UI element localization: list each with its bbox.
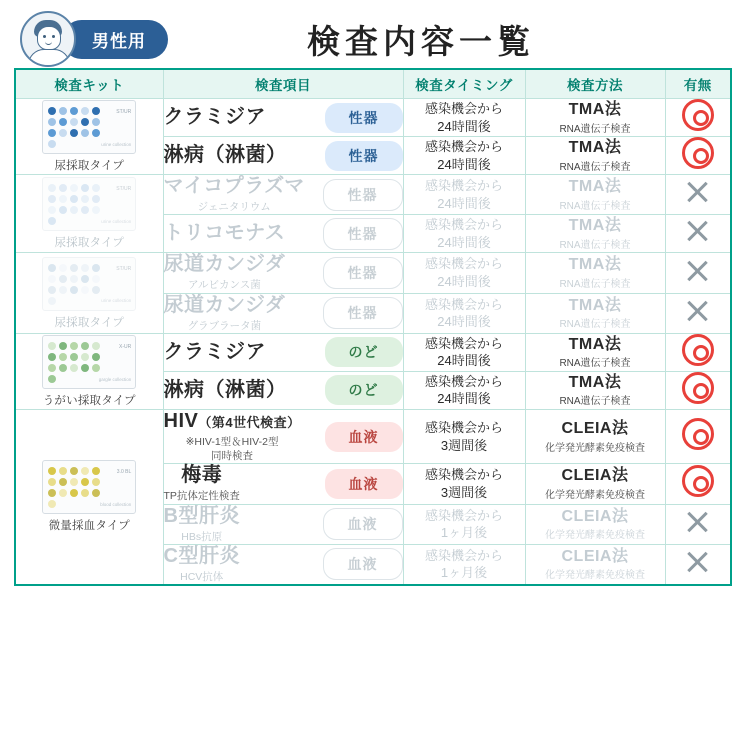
test-item-cell (163, 215, 403, 253)
test-item-name: HIV（第4世代検査） (163, 409, 301, 432)
timing-cell: 感染機会から 3週間後 (403, 409, 525, 463)
test-item-subtext: アルビカンス菌 (187, 279, 261, 292)
kit-image-code: ST/UR (116, 109, 132, 116)
method-description: 化学発光酵素免疫検査 (545, 442, 645, 454)
method-description: RNA遺伝子検査 (559, 319, 631, 331)
test-item-name: クラミジア (163, 106, 266, 129)
unavailable-icon (685, 218, 711, 244)
test-item-subtext: HBs抗原 (181, 530, 223, 543)
test-item-subtext: グラブラータ菌 (187, 319, 262, 332)
method-description: RNA遺伝子検査 (559, 279, 631, 291)
method-cell (525, 464, 665, 504)
method-cell (525, 544, 665, 585)
timing-cell: 感染機会から 24時間後 (403, 99, 525, 137)
method-name: TMA法 (568, 256, 622, 274)
kit-caption: 微量採血タイプ (48, 520, 130, 533)
availability-cell (665, 371, 731, 409)
available-icon (682, 465, 714, 497)
table-row (15, 253, 731, 293)
available-icon (682, 99, 714, 131)
test-item-cell (163, 371, 403, 409)
method-description: RNA遺伝子検査 (559, 239, 631, 251)
method-cell (525, 409, 665, 463)
method-description: 化学発光酵素免疫検査 (545, 530, 645, 542)
table-row (15, 175, 731, 215)
availability-cell (665, 293, 731, 333)
timing-cell: 感染機会から 24時間後 (403, 253, 525, 293)
available-icon (682, 372, 714, 404)
method-description: RNA遺伝子検査 (559, 161, 631, 173)
availability-cell (665, 504, 731, 544)
available-icon (682, 418, 714, 450)
column-header-item: 検査項目 (163, 69, 403, 99)
kit-caption: 尿採取タイプ (54, 160, 125, 173)
available-icon (682, 137, 714, 169)
availability-cell (665, 215, 731, 253)
table-row (15, 99, 731, 137)
page-title: 検査内容一覧 (307, 22, 535, 60)
timing-cell: 感染機会から 24時間後 (403, 371, 525, 409)
sample-type-tag: 血液 (325, 469, 403, 499)
test-item-name: 尿道カンジダ (163, 253, 286, 276)
sample-type-tag: 性器 (323, 179, 403, 211)
kit-image-note: urine collection (101, 298, 132, 304)
unavailable-icon (685, 509, 711, 535)
method-cell (525, 293, 665, 333)
page-header (14, 10, 732, 68)
test-item-cell (163, 253, 403, 293)
column-header-method: 検査方法 (525, 69, 665, 99)
method-name: TMA法 (568, 296, 622, 314)
availability-cell (665, 333, 731, 371)
sample-type-tag: 性器 (325, 141, 403, 171)
test-item-name: クラミジア (163, 340, 266, 363)
availability-cell (665, 409, 731, 463)
column-header-timing: 検査タイミング (403, 69, 525, 99)
test-item-cell (163, 137, 403, 175)
test-item-name: 淋病（淋菌） (163, 378, 287, 401)
test-item-cell (163, 175, 403, 215)
method-name: TMA法 (568, 139, 622, 157)
availability-cell (665, 175, 731, 215)
timing-cell: 感染機会から 24時間後 (403, 215, 525, 253)
kit-image-note: urine collection (101, 141, 132, 147)
timing-cell: 感染機会から 3週間後 (403, 464, 525, 504)
method-name: TMA法 (568, 178, 622, 196)
kit-caption: 尿採取タイプ (54, 316, 125, 329)
sample-type-tag: 性器 (323, 218, 403, 250)
method-cell (525, 99, 665, 137)
kit-cell (15, 333, 163, 409)
kit-image-code: 3.0 BL (116, 469, 132, 476)
test-item-subtext: ※HIV-1型＆HIV-2型 同時検査 (185, 435, 279, 463)
person-avatar-icon (20, 11, 76, 67)
availability-cell (665, 464, 731, 504)
kit-image-note: gargle collection (98, 376, 132, 382)
method-cell (525, 504, 665, 544)
column-header-availability: 有無 (665, 69, 731, 99)
test-item-name: トリコモナス (163, 222, 286, 245)
kit-cell (15, 99, 163, 175)
test-item-subtext: ジェニタリウム (197, 201, 271, 214)
sample-type-tag: 血液 (323, 508, 403, 540)
test-item-cell (163, 544, 403, 585)
kit-image (42, 177, 136, 231)
test-item-cell (163, 333, 403, 371)
test-item-subtext: TP抗体定性検査 (163, 490, 240, 503)
timing-cell: 感染機会から 1ヶ月後 (403, 544, 525, 585)
test-item-cell (163, 504, 403, 544)
test-item-name: 尿道カンジダ (163, 293, 286, 316)
timing-cell: 感染機会から 24時間後 (403, 175, 525, 215)
method-name: CLEIA法 (561, 547, 629, 565)
availability-cell (665, 137, 731, 175)
sample-type-tag: のど (325, 337, 403, 367)
kit-caption: うがい採取タイプ (42, 394, 136, 407)
method-description: RNA遺伝子検査 (559, 200, 631, 212)
table-row (15, 333, 731, 371)
kit-image-note: urine collection (101, 219, 132, 225)
kit-image-code: X-UR (119, 343, 132, 350)
method-cell (525, 175, 665, 215)
kit-image-note: blood collection (100, 502, 132, 508)
kit-image (42, 460, 136, 514)
method-cell (525, 137, 665, 175)
method-cell (525, 371, 665, 409)
method-name: TMA法 (568, 335, 622, 353)
method-description: 化学発光酵素免疫検査 (545, 570, 645, 582)
unavailable-icon (685, 298, 711, 324)
kit-cell (15, 409, 163, 584)
table-body (15, 99, 731, 585)
timing-cell: 感染機会から 24時間後 (403, 333, 525, 371)
test-item-cell (163, 293, 403, 333)
sample-type-tag: 性器 (323, 257, 403, 289)
kit-caption: 尿採取タイプ (54, 237, 125, 250)
kit-image-code: ST/UR (116, 186, 132, 193)
method-name: CLEIA法 (561, 420, 629, 438)
test-item-name: B型肝炎 (163, 504, 240, 527)
timing-cell: 感染機会から 1ヶ月後 (403, 504, 525, 544)
method-description: 化学発光酵素免疫検査 (545, 489, 645, 501)
test-matrix-table (14, 68, 732, 586)
test-item-name: C型肝炎 (163, 544, 240, 567)
column-header-kit: 検査キット (15, 69, 163, 99)
method-name: CLEIA法 (561, 507, 629, 525)
method-cell (525, 333, 665, 371)
table-header-row (15, 69, 731, 99)
test-item-name: マイコプラズマ (163, 175, 305, 198)
test-item-cell (163, 99, 403, 137)
sample-type-tag: 性器 (323, 297, 403, 329)
method-description: RNA遺伝子検査 (559, 358, 631, 370)
table-row (15, 409, 731, 463)
test-item-cell (163, 409, 403, 463)
gender-badge-label: 男性用 (62, 20, 168, 59)
method-cell (525, 215, 665, 253)
available-icon (682, 334, 714, 366)
unavailable-icon (685, 258, 711, 284)
test-item-name: 淋病（淋菌） (163, 144, 287, 167)
availability-cell (665, 544, 731, 585)
method-description: RNA遺伝子検査 (559, 123, 631, 135)
timing-cell: 感染機会から 24時間後 (403, 137, 525, 175)
sample-type-tag: 血液 (323, 548, 403, 580)
gender-badge-group (20, 13, 220, 65)
availability-cell (665, 253, 731, 293)
kit-cell (15, 253, 163, 333)
method-name: TMA法 (568, 101, 622, 118)
sample-type-tag: 性器 (325, 103, 403, 133)
sample-type-tag: 血液 (325, 422, 403, 452)
method-name: CLEIA法 (561, 467, 629, 485)
test-item-name: 梅毒 (181, 464, 223, 487)
method-name: TMA法 (568, 217, 622, 235)
kit-image (42, 100, 136, 154)
method-cell (525, 253, 665, 293)
test-item-cell (163, 464, 403, 504)
kit-image (42, 335, 136, 389)
kit-image (42, 257, 136, 311)
method-description: RNA遺伝子検査 (559, 396, 631, 408)
sample-type-tag: のど (325, 375, 403, 405)
unavailable-icon (685, 549, 711, 575)
test-item-name-suffix: （第4世代検査） (198, 414, 301, 430)
test-item-subtext: HCV抗体 (180, 570, 224, 583)
method-name: TMA法 (568, 373, 622, 391)
kit-image-code: ST/UR (116, 265, 132, 272)
unavailable-icon (685, 179, 711, 205)
timing-cell: 感染機会から 24時間後 (403, 293, 525, 333)
kit-cell (15, 175, 163, 253)
availability-cell (665, 99, 731, 137)
